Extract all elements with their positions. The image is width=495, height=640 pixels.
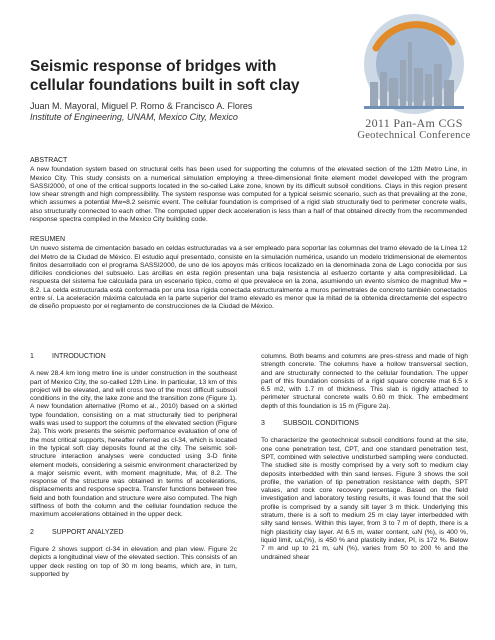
- support-paragraph-continued: columns. Both beams and columns are pres-stress and made of high strength concrete. The columns have a hollow transversal section, and are structurally connected to the cellular foundation. The upper part of this foundation consists of a rigid square concrete mat 6.5 x 6.5 m2, with 1.7 m of thickness. This slab is rigidly attached to perimeter structural concrete walls 0.60 m thick. The embedment depth of this foundation is 15 m (Figure 2a).: [261, 353, 468, 410]
- section-heading-support: [30, 529, 237, 537]
- paper-affiliation: Institute of Engineering, UNAM, Mexico City, Mexico: [30, 112, 238, 122]
- right-column: [261, 353, 468, 571]
- abstract-section: [30, 157, 467, 224]
- section-title: SUPPORT ANALYZED: [52, 528, 124, 536]
- section-number: 2: [30, 528, 34, 536]
- section-title: INTRODUCTION: [52, 353, 106, 360]
- conference-logo-text: [352, 116, 476, 141]
- section-number: 1: [30, 353, 34, 360]
- resumen-text: Un nuevo sistema de cimentación basado en celdas estructuradas va a ser empleado para soportar las columnas del tramo elevado de la Línea 12 del Metro de la Ciudad de México. El estudio aquí presentado, consiste en la simulación numérica, usando un modelo tridimensional de elementos finitos desarrollado con el programa SASSI2000, de uno de los apoyos más críticos localizado en la denominada zona de Lago conocida por sus difíciles condiciones del subsuelo. Las arcillas en esta región presentan una baja resistencia al esfuerzo cortante y alta compresibilidad. La respuesta del sistema fue calculada para un escenario típico, como el que prevalece en la zona, asumiendo un evento sísmico de magnitud Mw = 8.2. La celda estructurada está conformada por una losa rígida conectada estructuralmente a muros perimetrales de concreto también conectados entre sí. La aceleración máxima calculada en la parte superior del tramo elevado es menor que la mitad de la obtenida directamente del espectro de diseño propuesto por el reglamento de construcciones de la Ciudad de México.: [30, 245, 467, 311]
- section-title: SUBSOIL CONDITIONS: [283, 420, 359, 428]
- logo-line-1: 2011 Pan-Am CGS: [365, 116, 463, 130]
- conference-logo-icon: [356, 12, 472, 128]
- abstract-text: A new foundation system based on structural cells has been used for supporting the columns of the elevated section of the 12th Metro Line, in Mexico City. This study consists on a numerical simulation employing a three-dimensional finite element model developed with the program SASSI2000, of one of the critical supports located in the so-called Lake zone, known by its difficult subsoil conditions. Clays in this region present low shear strength and high compressibility. The system response was computed for a typical seismic scenario, such as that prevailing at the zone, which assumes a potential Mw=8.2 seismic event. The cellular foundation is comprised of a rigid slab structurally tied to perimeter concrete walls, also structurally connected to each other. The computed upper deck acceleration is less than a half of that obtained directly from the recommended response spectra compiled in the Mexico City building code.: [30, 166, 467, 224]
- abstract-heading: ABSTRACT: [30, 157, 68, 164]
- paper-title: Seismic response of bridges with cellular foundations built in soft clay: [30, 58, 300, 94]
- resumen-section: [30, 236, 467, 312]
- paper-authors: Juan M. Mayoral, Miguel P. Romo & Francisco A. Flores: [30, 101, 253, 111]
- section-heading-subsoil: [261, 420, 468, 428]
- subsoil-paragraph: To characterize the geotechnical subsoil conditions found at the site, one cone penetration test, CPT, and one standard penetration test, SPT, combined with selective undisturbed sampling were conducted. The studied site is mostly comprised by a very soft to medium clay deposits interbedded with thin sand lenses. Figure 3 shows the soil profile, the variation of tip penetration resistance with depth, SPT values, and rock core recovery percentage. Based on the field investigation and laboratory testing results, it was found that the soil profile is comprised by a sandy silt layer 3 m thick. Underlying this stratum, there is a soft to medium 25 m clay layer interbedded with silty sand lenses. Within this layer, from 3 to 7 m of depth, there is a high plasticity clay layer. At 6.5 m, water content, ωN (%), is 400 %, liquid limit, ωL(%), is 450 % and plasticity index, PI, is 172 %. Below 7 m and up to 21 m, ωN (%), varies from 50 to 200 % and the undrained shear: [261, 437, 468, 561]
- introduction-paragraph: A new 28.4 km long metro line is under construction in the southeast part of Mexico City, the so-called 12th Line. In particular, 13 km of this project will be elevated, and will cross two of the most difficult subsoil conditions in the city, the lake zone and the transition zone (Figure 1). A new foundation alternative (Romo et al., 2010) based on a skirted type foundation, consisting on a mat structurally tied to peripheral walls was used to support the columns of the elevated section (Figure 2a). This work presents the seismic performance evaluation of one of the most critical supports, hereafter referred as cl-34, which is located in the typical soft clay deposits found at the city. The seismic soil-structure interaction analyses were conducted using 3-D finite element models, considering a seismic environment characterized by a major seismic event, with moment magnitude, Mw, of 8.2. The response of the structure was obtained in terms of accelerations, displacements and response spectra. Transfer functions between free field and both foundation and structure were also computed. The high stiffness of both the column and the cellular foundation reduce the maximum accelerations obtained in the upper deck.: [30, 370, 237, 519]
- logo-line-2: Geotechnical Conference: [357, 130, 471, 141]
- resumen-heading: RESUMEN: [30, 236, 66, 243]
- section-number: 3: [261, 420, 265, 428]
- left-column: [30, 353, 237, 588]
- support-paragraph: Figure 2 shows support cl-34 in elevation and plan view. Figure 2c depicts a longitudinal view of the elevated section. This consists of an upper deck resting on top of 30 m long beams, which are, in turn, supported by: [30, 545, 237, 578]
- section-heading-introduction: [30, 353, 237, 361]
